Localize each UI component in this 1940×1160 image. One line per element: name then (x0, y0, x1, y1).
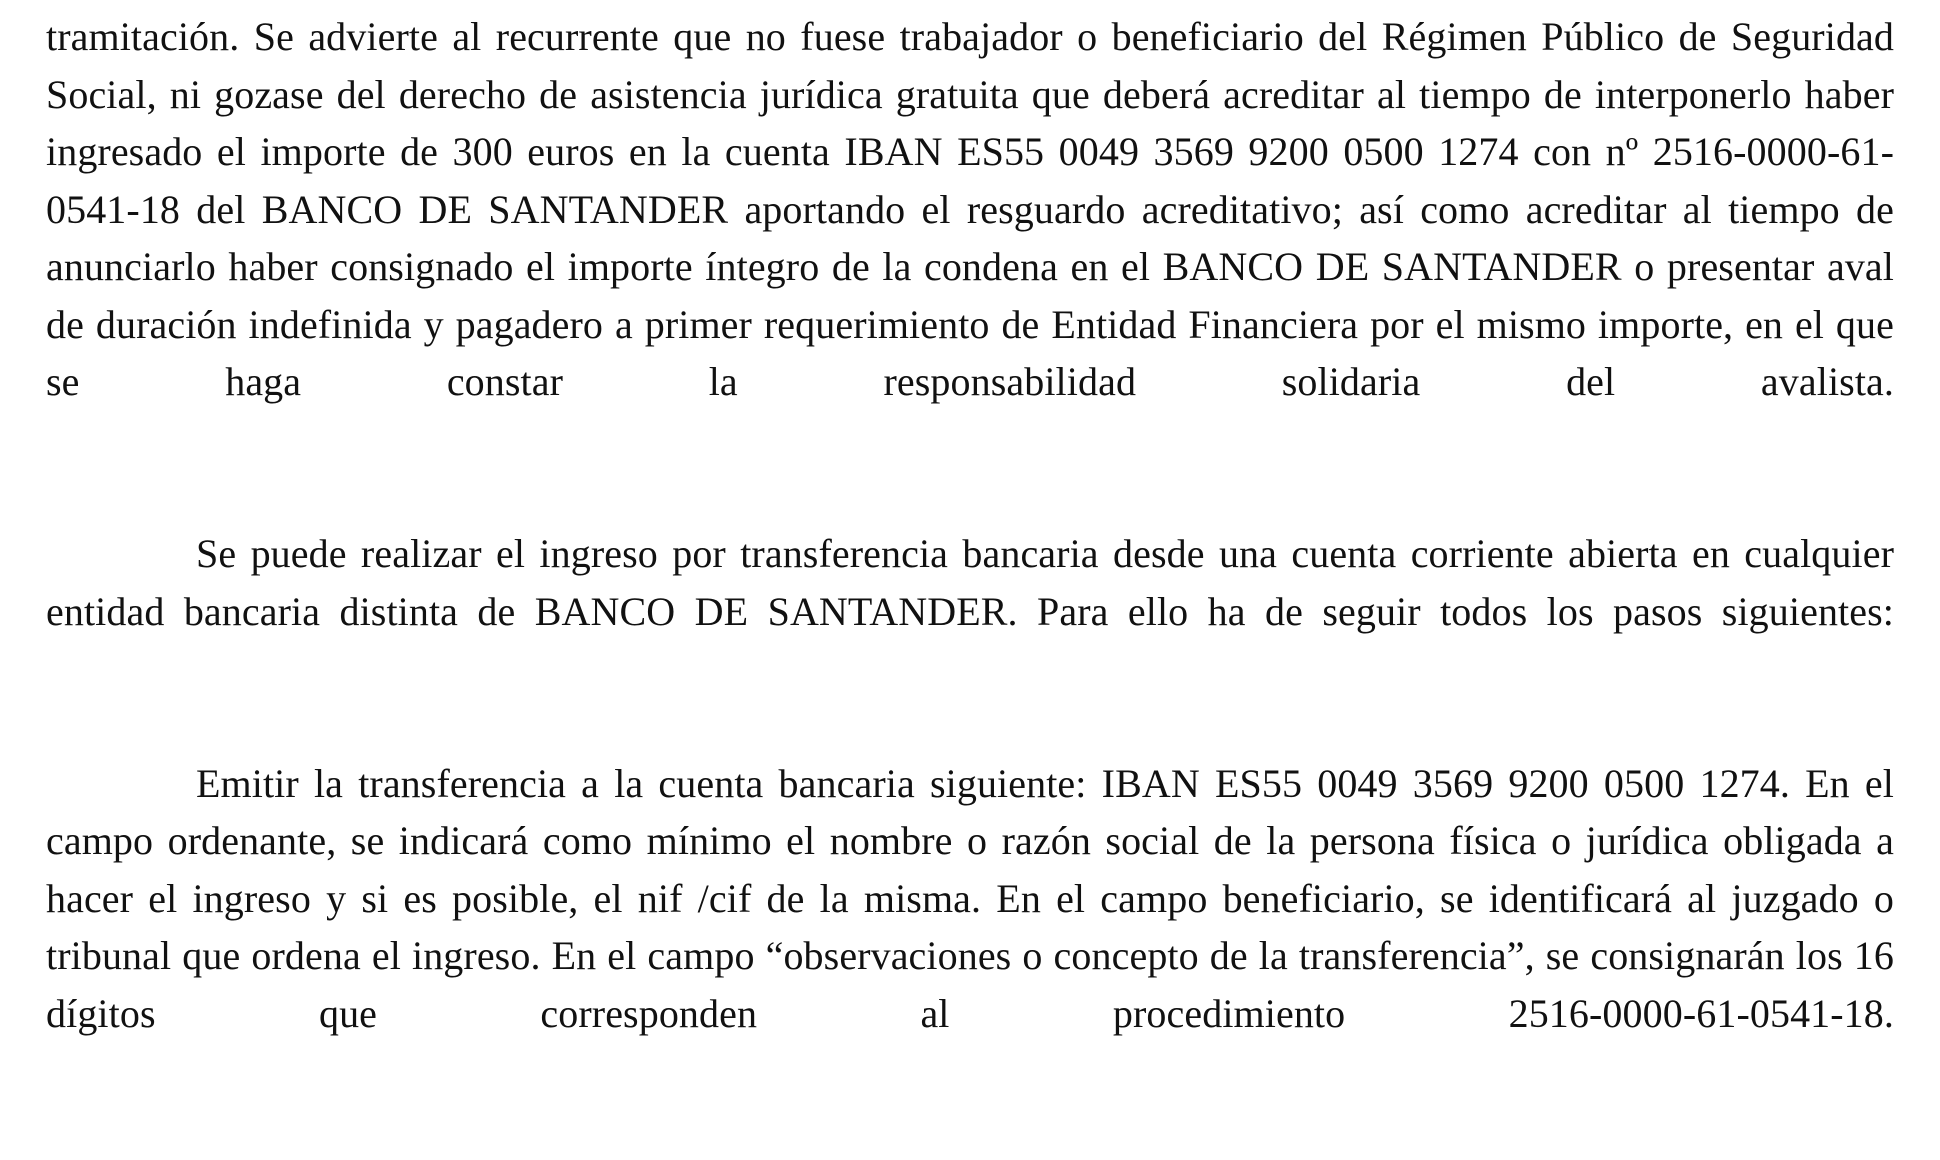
paragraph-advertencia-recurso: tramitación. Se advierte al recurrente que no fuese trabajador o beneficiario del Régimen Público de Seguridad Social, ni gozase del derecho de asistencia jurídica gratuita que deberá acreditar al tiempo de interponerlo haber ingresado el importe de 300 euros en la cuenta IBAN ES55 0049 3569 9200 0500 1274 con nº 2516-0000-61-0541-18 del BANCO DE SANTANDER aportando el resguardo acreditativo; así como acreditar al tiempo de anunciarlo haber consignado el importe íntegro de la condena en el BANCO DE SANTANDER o presentar aval de duración indefinida y pagadero a primer requerimiento de Entidad Financiera por el mismo importe, en el que se haga constar la responsabilidad solidaria del avalista. (46, 14, 1894, 404)
paragraph-datos-transferencia: Emitir la transferencia a la cuenta bancaria siguiente: IBAN ES55 0049 3569 9200 0500 1274. En el campo ordenante, se indicará como mínimo el nombre o razón social de la persona física o jurídica obligada a hacer el ingreso y si es posible, el nif /cif de la misma. En el campo beneficiario, se identificará al juzgado o tribunal que ordena el ingreso. En el campo “observaciones o concepto de la transferencia”, se consignarán los 16 dígitos que corresponden al procedimiento 2516-0000-61-0541-18. (46, 760, 1894, 1036)
paragraph-spacer (46, 698, 1894, 755)
paragraph-spacer (46, 468, 1894, 525)
document-body (46, 8, 1894, 1100)
paragraph-ingreso-transferencia: Se puede realizar el ingreso por transferencia bancaria desde una cuenta corriente abierta en cualquier entidad bancaria distinta de BANCO DE SANTANDER. Para ello ha de seguir todos los pasos siguientes: (46, 531, 1894, 634)
